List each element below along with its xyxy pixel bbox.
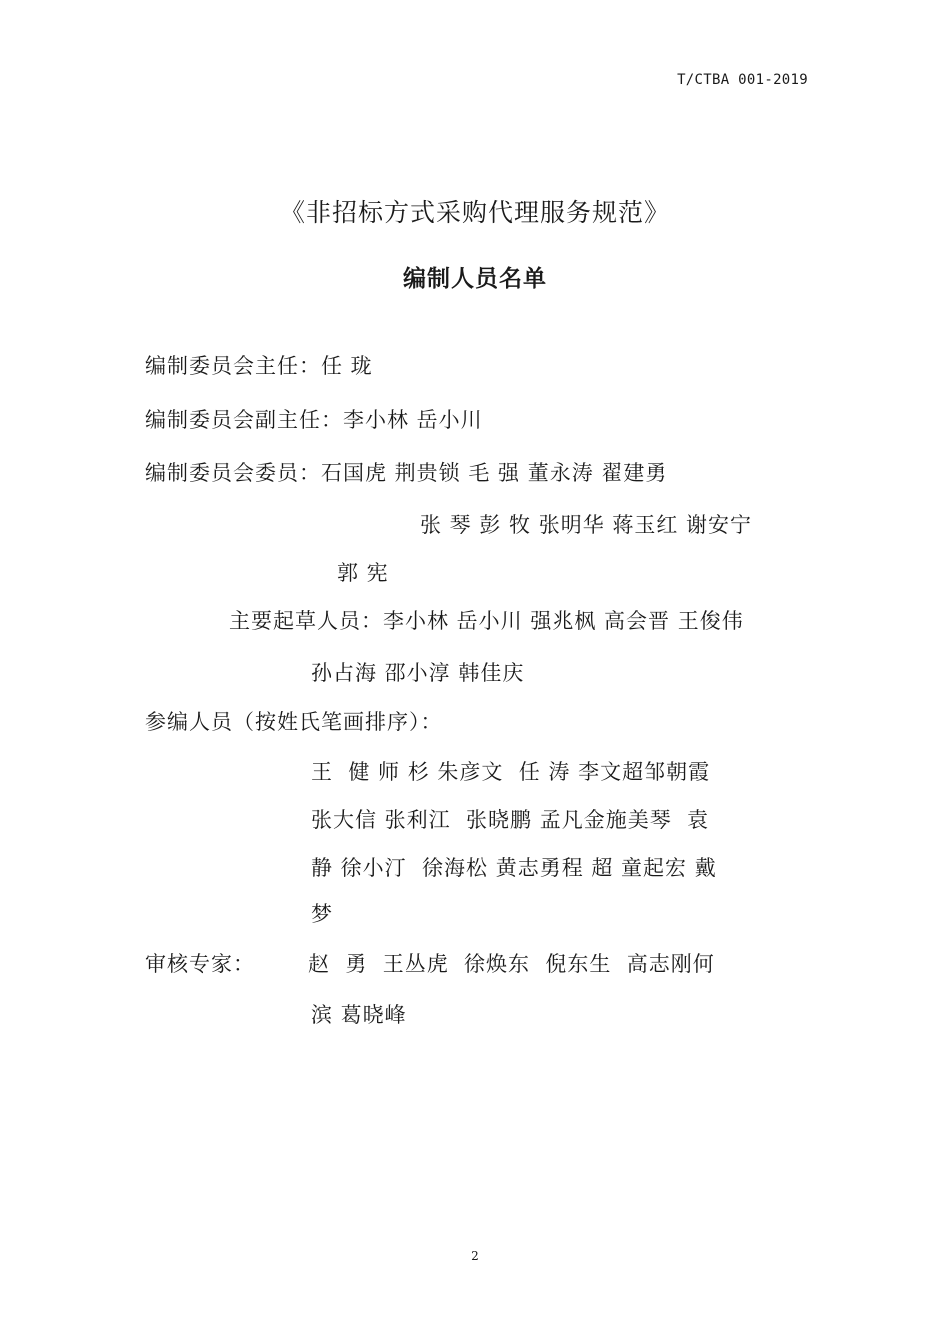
committee-members-names-3: 郭 宪: [337, 561, 389, 585]
standard-code: T/CTBA 001-2019: [677, 72, 808, 88]
committee-vice-chair-line: [145, 404, 483, 434]
page-number: 2: [471, 1249, 479, 1263]
drafters-label: 主要起草人员：: [229, 609, 383, 633]
committee-members-names-1: 石国虎 荆贵锁 毛 强 董永涛 翟建勇: [321, 461, 668, 485]
list-heading: 编制人员名单: [403, 266, 547, 292]
committee-members-names-2: 张 琴 彭 牧 张明华 蒋玉红 谢安宁: [420, 513, 753, 537]
committee-members-line: [145, 457, 667, 487]
committee-chair-line: [145, 350, 373, 380]
reviewers-names-1: 赵 勇 王丛虎 徐焕东 倪东生 高志刚何: [308, 952, 715, 976]
drafters-line: [229, 605, 744, 635]
contributors-label: 参编人员（按姓氏笔画排序）：: [145, 710, 443, 734]
drafters-names-2: 孙占海 邵小淳 韩佳庆: [311, 661, 525, 685]
committee-vice-chair-label: 编制委员会副主任：: [145, 408, 343, 432]
contributors-names-1: 王 健 师 杉 朱彦文 任 涛 李文超邹朝霞: [311, 760, 711, 784]
document-title: 《非招标方式采购代理服务规范》: [279, 198, 670, 227]
contributors-names-3: 静 徐小汀 徐海松 黄志勇程 超 童起宏 戴: [311, 856, 717, 880]
contributors-names-2: 张大信 张利江 张晓鹏 孟凡金施美琴 袁: [311, 808, 710, 832]
committee-chair-names: 任 珑: [321, 354, 373, 378]
committee-members-label: 编制委员会委员：: [145, 461, 321, 485]
drafters-names-1: 李小林 岳小川 强兆枫 高会晋 王俊伟: [383, 609, 744, 633]
reviewers-label: 审核专家：: [145, 952, 255, 976]
reviewers-names-2: 滨 葛晓峰: [311, 1003, 407, 1027]
committee-vice-chair-names: 李小林 岳小川: [343, 408, 483, 432]
committee-chair-label: 编制委员会主任：: [145, 354, 321, 378]
contributors-names-4: 梦: [311, 902, 333, 926]
